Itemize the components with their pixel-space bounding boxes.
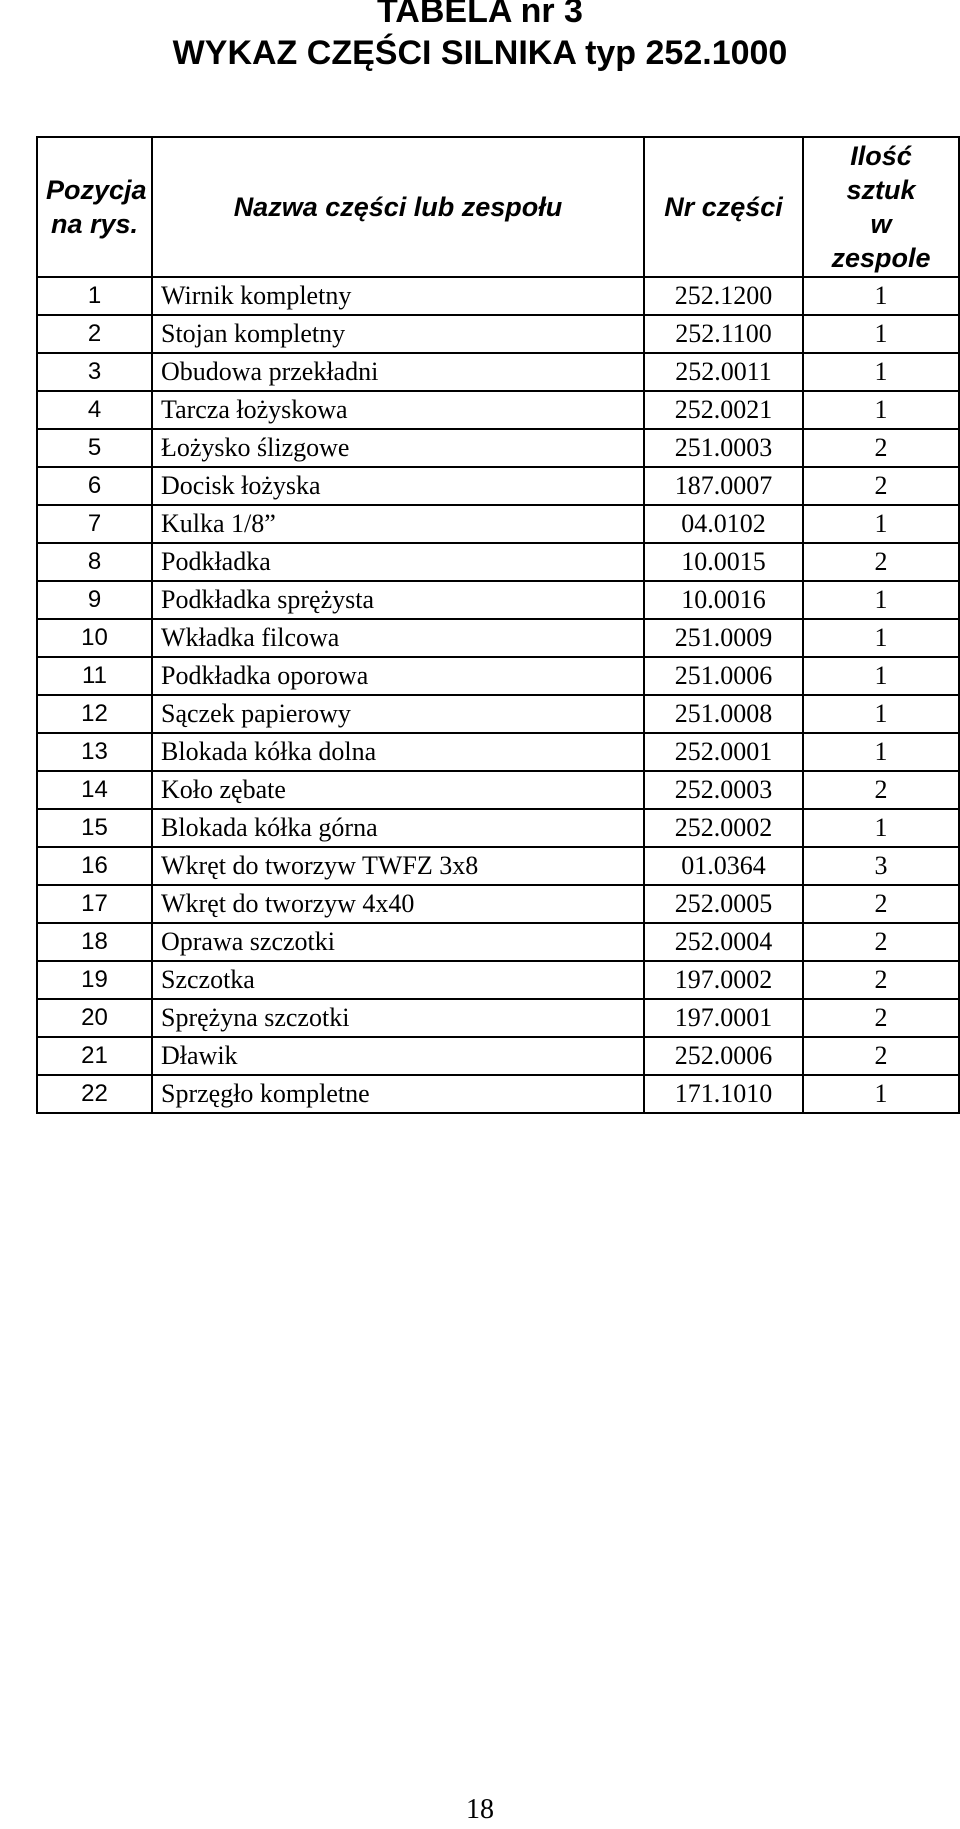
cell-position: 13	[37, 733, 152, 771]
column-header-quantity: Ilość sztuk w zespole	[803, 137, 959, 277]
cell-position: 11	[37, 657, 152, 695]
cell-quantity: 2	[803, 429, 959, 467]
cell-position: 7	[37, 505, 152, 543]
table-row	[37, 505, 959, 543]
cell-part-number: 10.0016	[644, 581, 803, 619]
cell-part-name: Sączek papierowy	[152, 695, 644, 733]
cell-part-name: Podkładka	[152, 543, 644, 581]
cell-part-name: Podkładka oporowa	[152, 657, 644, 695]
column-header-position: Pozycja na rys.	[37, 137, 152, 277]
table-row	[37, 429, 959, 467]
table-row	[37, 733, 959, 771]
table-row	[37, 695, 959, 733]
table-row	[37, 353, 959, 391]
table-row	[37, 467, 959, 505]
parts-table	[36, 136, 960, 1114]
table-subtitle: WYKAZ CZĘŚCI SILNIKA typ 252.1000	[172, 34, 788, 72]
cell-part-number: 252.1200	[644, 277, 803, 315]
cell-part-name: Wkładka filcowa	[152, 619, 644, 657]
cell-part-name: Dławik	[152, 1037, 644, 1075]
cell-part-number: 252.0003	[644, 771, 803, 809]
cell-part-name: Blokada kółka dolna	[152, 733, 644, 771]
table-row	[37, 923, 959, 961]
cell-quantity: 1	[803, 695, 959, 733]
table-row	[37, 999, 959, 1037]
cell-part-number: 04.0102	[644, 505, 803, 543]
column-header-part-number: Nr części	[644, 137, 803, 277]
table-row	[37, 885, 959, 923]
cell-position: 2	[37, 315, 152, 353]
cell-part-name: Blokada kółka górna	[152, 809, 644, 847]
table-row	[37, 581, 959, 619]
cell-position: 12	[37, 695, 152, 733]
cell-part-name: Obudowa przekładni	[152, 353, 644, 391]
header-row	[37, 137, 959, 277]
cell-position: 19	[37, 961, 152, 999]
cell-part-name: Wkręt do tworzyw TWFZ 3x8	[152, 847, 644, 885]
cell-position: 18	[37, 923, 152, 961]
cell-part-number: 197.0001	[644, 999, 803, 1037]
cell-quantity: 1	[803, 657, 959, 695]
parts-table-body	[37, 277, 959, 1113]
cell-quantity: 1	[803, 581, 959, 619]
cell-quantity: 1	[803, 353, 959, 391]
cell-part-name: Wirnik kompletny	[152, 277, 644, 315]
cell-part-name: Łożysko ślizgowe	[152, 429, 644, 467]
cell-part-number: 252.1100	[644, 315, 803, 353]
cell-position: 10	[37, 619, 152, 657]
table-row	[37, 543, 959, 581]
cell-position: 15	[37, 809, 152, 847]
cell-part-name: Tarcza łożyskowa	[152, 391, 644, 429]
cell-position: 22	[37, 1075, 152, 1113]
cell-quantity: 1	[803, 315, 959, 353]
table-row	[37, 391, 959, 429]
cell-part-name: Szczotka	[152, 961, 644, 999]
cell-quantity: 1	[803, 391, 959, 429]
cell-part-number: 251.0006	[644, 657, 803, 695]
cell-quantity: 1	[803, 733, 959, 771]
table-row	[37, 1037, 959, 1075]
cell-part-number: 252.0011	[644, 353, 803, 391]
cell-part-name: Docisk łożyska	[152, 467, 644, 505]
cell-part-name: Oprawa szczotki	[152, 923, 644, 961]
cell-position: 5	[37, 429, 152, 467]
cell-quantity: 1	[803, 277, 959, 315]
column-header-name: Nazwa części lub zespołu	[152, 137, 644, 277]
cell-part-name: Wkręt do tworzyw 4x40	[152, 885, 644, 923]
table-row	[37, 961, 959, 999]
page-number: 18	[466, 1794, 494, 1825]
cell-quantity: 1	[803, 505, 959, 543]
cell-quantity: 2	[803, 771, 959, 809]
cell-quantity: 2	[803, 923, 959, 961]
table-row	[37, 809, 959, 847]
cell-quantity: 2	[803, 885, 959, 923]
cell-position: 1	[37, 277, 152, 315]
table-title: TABELA nr 3	[377, 0, 583, 30]
cell-part-number: 252.0001	[644, 733, 803, 771]
cell-position: 20	[37, 999, 152, 1037]
cell-part-number: 252.0005	[644, 885, 803, 923]
table-row	[37, 771, 959, 809]
cell-part-number: 197.0002	[644, 961, 803, 999]
cell-part-name: Sprężyna szczotki	[152, 999, 644, 1037]
cell-position: 4	[37, 391, 152, 429]
cell-part-name: Koło zębate	[152, 771, 644, 809]
cell-position: 16	[37, 847, 152, 885]
cell-quantity: 2	[803, 1037, 959, 1075]
cell-part-name: Podkładka sprężysta	[152, 581, 644, 619]
cell-quantity: 2	[803, 961, 959, 999]
cell-position: 8	[37, 543, 152, 581]
cell-part-name: Sprzęgło kompletne	[152, 1075, 644, 1113]
cell-quantity: 1	[803, 809, 959, 847]
cell-part-number: 251.0009	[644, 619, 803, 657]
cell-part-number: 252.0004	[644, 923, 803, 961]
cell-quantity: 2	[803, 999, 959, 1037]
table-row	[37, 657, 959, 695]
table-row	[37, 1075, 959, 1113]
cell-part-number: 252.0002	[644, 809, 803, 847]
cell-position: 6	[37, 467, 152, 505]
cell-part-number: 251.0008	[644, 695, 803, 733]
cell-part-name: Stojan kompletny	[152, 315, 644, 353]
cell-part-number: 187.0007	[644, 467, 803, 505]
cell-part-number: 252.0021	[644, 391, 803, 429]
cell-quantity: 2	[803, 467, 959, 505]
table-row	[37, 619, 959, 657]
cell-quantity: 2	[803, 543, 959, 581]
cell-quantity: 1	[803, 1075, 959, 1113]
cell-quantity: 1	[803, 619, 959, 657]
cell-position: 3	[37, 353, 152, 391]
cell-quantity: 3	[803, 847, 959, 885]
cell-part-number: 252.0006	[644, 1037, 803, 1075]
cell-part-number: 171.1010	[644, 1075, 803, 1113]
table-row	[37, 277, 959, 315]
table-row	[37, 847, 959, 885]
cell-position: 17	[37, 885, 152, 923]
cell-part-number: 251.0003	[644, 429, 803, 467]
table-row	[37, 315, 959, 353]
cell-part-number: 10.0015	[644, 543, 803, 581]
cell-part-number: 01.0364	[644, 847, 803, 885]
cell-part-name: Kulka 1/8”	[152, 505, 644, 543]
cell-position: 14	[37, 771, 152, 809]
cell-position: 9	[37, 581, 152, 619]
cell-position: 21	[37, 1037, 152, 1075]
